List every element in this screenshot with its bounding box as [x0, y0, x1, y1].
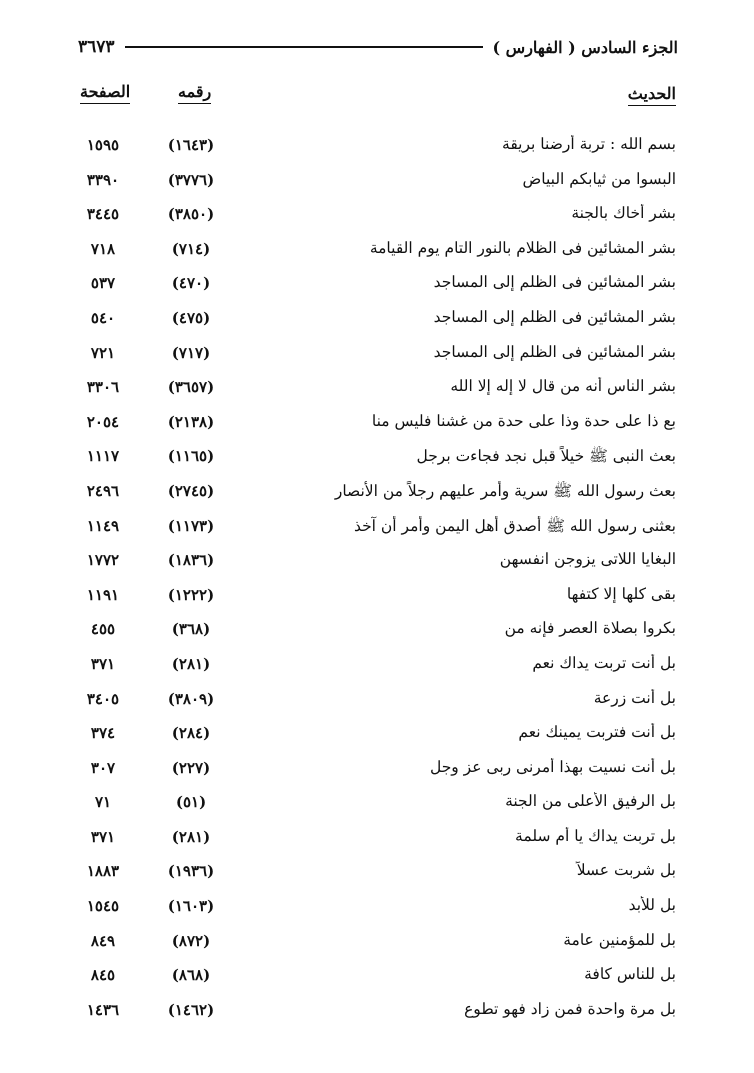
- index-row: [0, 168, 754, 203]
- hadith-text: البغايا اللاتى يزوجن انفسهن: [499, 550, 676, 569]
- hadith-page: ١١٤٩: [86, 516, 120, 535]
- hadith-text: بل شربت عسلاً: [576, 861, 676, 880]
- hadith-text: بشر المشائين فى الظلم إلى المساجد: [433, 273, 676, 292]
- hadith-page: ٣٧١: [90, 654, 116, 673]
- hadith-page: ١١١٧: [86, 447, 120, 466]
- index-row: [0, 998, 754, 1033]
- hadith-index-list: [0, 133, 754, 1053]
- hadith-page: ٨٤٥: [90, 966, 116, 985]
- hadith-text: بشر المشائين فى الظلام بالنور التام يوم القيامة: [369, 238, 676, 257]
- index-row: [0, 271, 754, 306]
- hadith-number: (٢٨١): [171, 827, 211, 846]
- index-row: [0, 479, 754, 514]
- index-row: [0, 859, 754, 894]
- column-heading-hadith: الحديث: [628, 84, 676, 106]
- index-row: [0, 721, 754, 756]
- hadith-number: (٢٢٧): [171, 758, 211, 777]
- hadith-page: ٣٣٠٦: [86, 378, 120, 397]
- hadith-page: ٨٤٩: [90, 931, 116, 950]
- hadith-number: (١٨٣٦): [167, 551, 215, 570]
- hadith-text: بل أنت نسيت بهذا أمرنى ربى عز وجل: [429, 757, 676, 776]
- hadith-page: ١٥٩٥: [86, 136, 120, 154]
- hadith-page: ٥٣٧: [90, 274, 116, 293]
- hadith-page: ٧٢١: [90, 343, 116, 362]
- hadith-number: (٢١٣٨): [167, 412, 215, 431]
- hadith-text: بل تربت يداك يا أم سلمة: [515, 826, 676, 845]
- hadith-number: (٣٧٧٦): [167, 170, 215, 189]
- hadith-text: بكروا بصلاة العصر فإنه من: [504, 619, 676, 638]
- hadith-number: (١٩٣٦): [167, 862, 215, 881]
- hadith-text: بعث رسول الله ﷺ سرية وأمر عليهم رجلاً من الأنصار: [334, 481, 676, 500]
- hadith-page: ٤٥٥: [90, 620, 116, 639]
- column-heading-page: الصفحة: [80, 82, 130, 104]
- index-row: [0, 756, 754, 791]
- hadith-page: ٣٣٩٠: [86, 170, 120, 189]
- index-row: [0, 237, 754, 272]
- hadith-text: بل الرفيق الأعلى من الجنة: [505, 792, 676, 811]
- hadith-text: بشر الناس أنه من قال لا إله إلا الله: [450, 377, 676, 396]
- index-row: [0, 306, 754, 341]
- hadith-number: (٣٦٨): [171, 620, 211, 639]
- hadith-text: بل للمؤمنين عامة: [563, 930, 676, 949]
- hadith-number: (٧١٤): [171, 239, 211, 258]
- hadith-number: (٥١): [175, 793, 207, 812]
- header-rule: [125, 46, 483, 48]
- hadith-number: (٢٨٤): [171, 724, 211, 743]
- hadith-page: ١٥٤٥: [86, 897, 120, 916]
- hadith-text: بشر المشائين فى الظلم إلى المساجد: [433, 307, 676, 326]
- hadith-number: (١٤٦٢): [167, 1000, 215, 1019]
- hadith-page: ١١٩١: [86, 585, 120, 604]
- hadith-number: (٤٧٠): [171, 274, 211, 293]
- column-headings: [0, 80, 754, 110]
- index-row: [0, 687, 754, 722]
- hadith-text: بشر المشائين فى الظلم إلى المساجد: [433, 342, 676, 361]
- hadith-text: بسم الله : تربة أرضنا بريقة: [502, 135, 676, 153]
- hadith-text: بل للأبد: [628, 896, 676, 915]
- hadith-number: (٢٨١): [171, 654, 211, 673]
- hadith-page: ٣٤٠٥: [86, 689, 120, 708]
- index-row: [0, 375, 754, 410]
- column-heading-number: رقمه: [178, 82, 211, 104]
- index-row: [0, 652, 754, 687]
- hadith-text: بع ذا على حدة وذا على حدة من غشنا فليس منا: [371, 411, 676, 430]
- hadith-number: (٧١٧): [171, 343, 211, 362]
- hadith-page: ٣٧٤: [90, 724, 116, 743]
- hadith-page: ٧١: [94, 793, 112, 812]
- index-row: [0, 583, 754, 618]
- hadith-text: بعث النبى ﷺ خيلاً قبل نجد فجاءت برجل: [416, 447, 676, 466]
- index-row: [0, 963, 754, 998]
- index-row: [0, 825, 754, 860]
- hadith-page: ٢٤٩٦: [86, 481, 120, 500]
- hadith-number: (٣٨٥٠): [167, 205, 215, 224]
- hadith-number: (٣٨٠٩): [167, 689, 215, 708]
- hadith-text: البسوا من ثيابكم البياض: [522, 169, 676, 188]
- hadith-number: (١٦٤٣): [167, 136, 215, 154]
- hadith-number: (٨٧٢): [171, 931, 211, 950]
- index-row: [0, 548, 754, 583]
- hadith-number: (٨٦٨): [171, 966, 211, 985]
- hadith-page: ٣٧١: [90, 827, 116, 846]
- hadith-text: بل للناس كافة: [584, 965, 676, 984]
- page-number: ٣٦٧٣: [78, 37, 115, 57]
- hadith-page: ٢٠٥٤: [86, 412, 120, 431]
- hadith-page: ١٤٣٦: [86, 1000, 120, 1019]
- hadith-page: ٥٤٠: [90, 308, 116, 327]
- hadith-number: (١١٧٣): [167, 516, 215, 535]
- hadith-text: بل أنت زرعة: [593, 688, 676, 707]
- hadith-page: ١٨٨٣: [86, 862, 120, 881]
- index-row: [0, 133, 754, 168]
- index-row: [0, 444, 754, 479]
- hadith-text: بل أنت تربت يداك نعم: [532, 653, 676, 672]
- hadith-number: (١٢٢٢): [167, 585, 215, 604]
- hadith-text: بل أنت فتربت يمينك نعم: [518, 723, 676, 742]
- hadith-page: ١٧٧٢: [86, 551, 120, 570]
- hadith-text: بشر أخاك بالجنة: [571, 204, 676, 223]
- index-row: [0, 894, 754, 929]
- index-row: [0, 514, 754, 549]
- hadith-number: (٣٦٥٧): [167, 378, 215, 397]
- hadith-page: ٣٠٧: [90, 758, 116, 777]
- hadith-page: ٧١٨: [90, 239, 116, 258]
- index-row: [0, 790, 754, 825]
- index-row: [0, 929, 754, 964]
- hadith-number: (١٦٠٣): [167, 897, 215, 916]
- running-title: الجزء السادس ( الفهارس ): [492, 37, 678, 57]
- index-row: [0, 617, 754, 652]
- index-row: [0, 341, 754, 376]
- index-row: [0, 410, 754, 445]
- hadith-page: ٣٤٤٥: [86, 205, 120, 224]
- hadith-number: (١١٦٥): [167, 447, 215, 466]
- index-row: [0, 202, 754, 237]
- hadith-number: (٤٧٥): [171, 308, 211, 327]
- running-header: [78, 34, 678, 60]
- hadith-text: بعثنى رسول الله ﷺ أصدق أهل اليمن وأمر أن آخذ: [353, 516, 676, 535]
- hadith-text: بل مرة واحدة فمن زاد فهو تطوع: [464, 999, 676, 1018]
- hadith-number: (٢٧٤٥): [167, 481, 215, 500]
- hadith-text: بقى كلها إلا كتفها: [566, 584, 676, 603]
